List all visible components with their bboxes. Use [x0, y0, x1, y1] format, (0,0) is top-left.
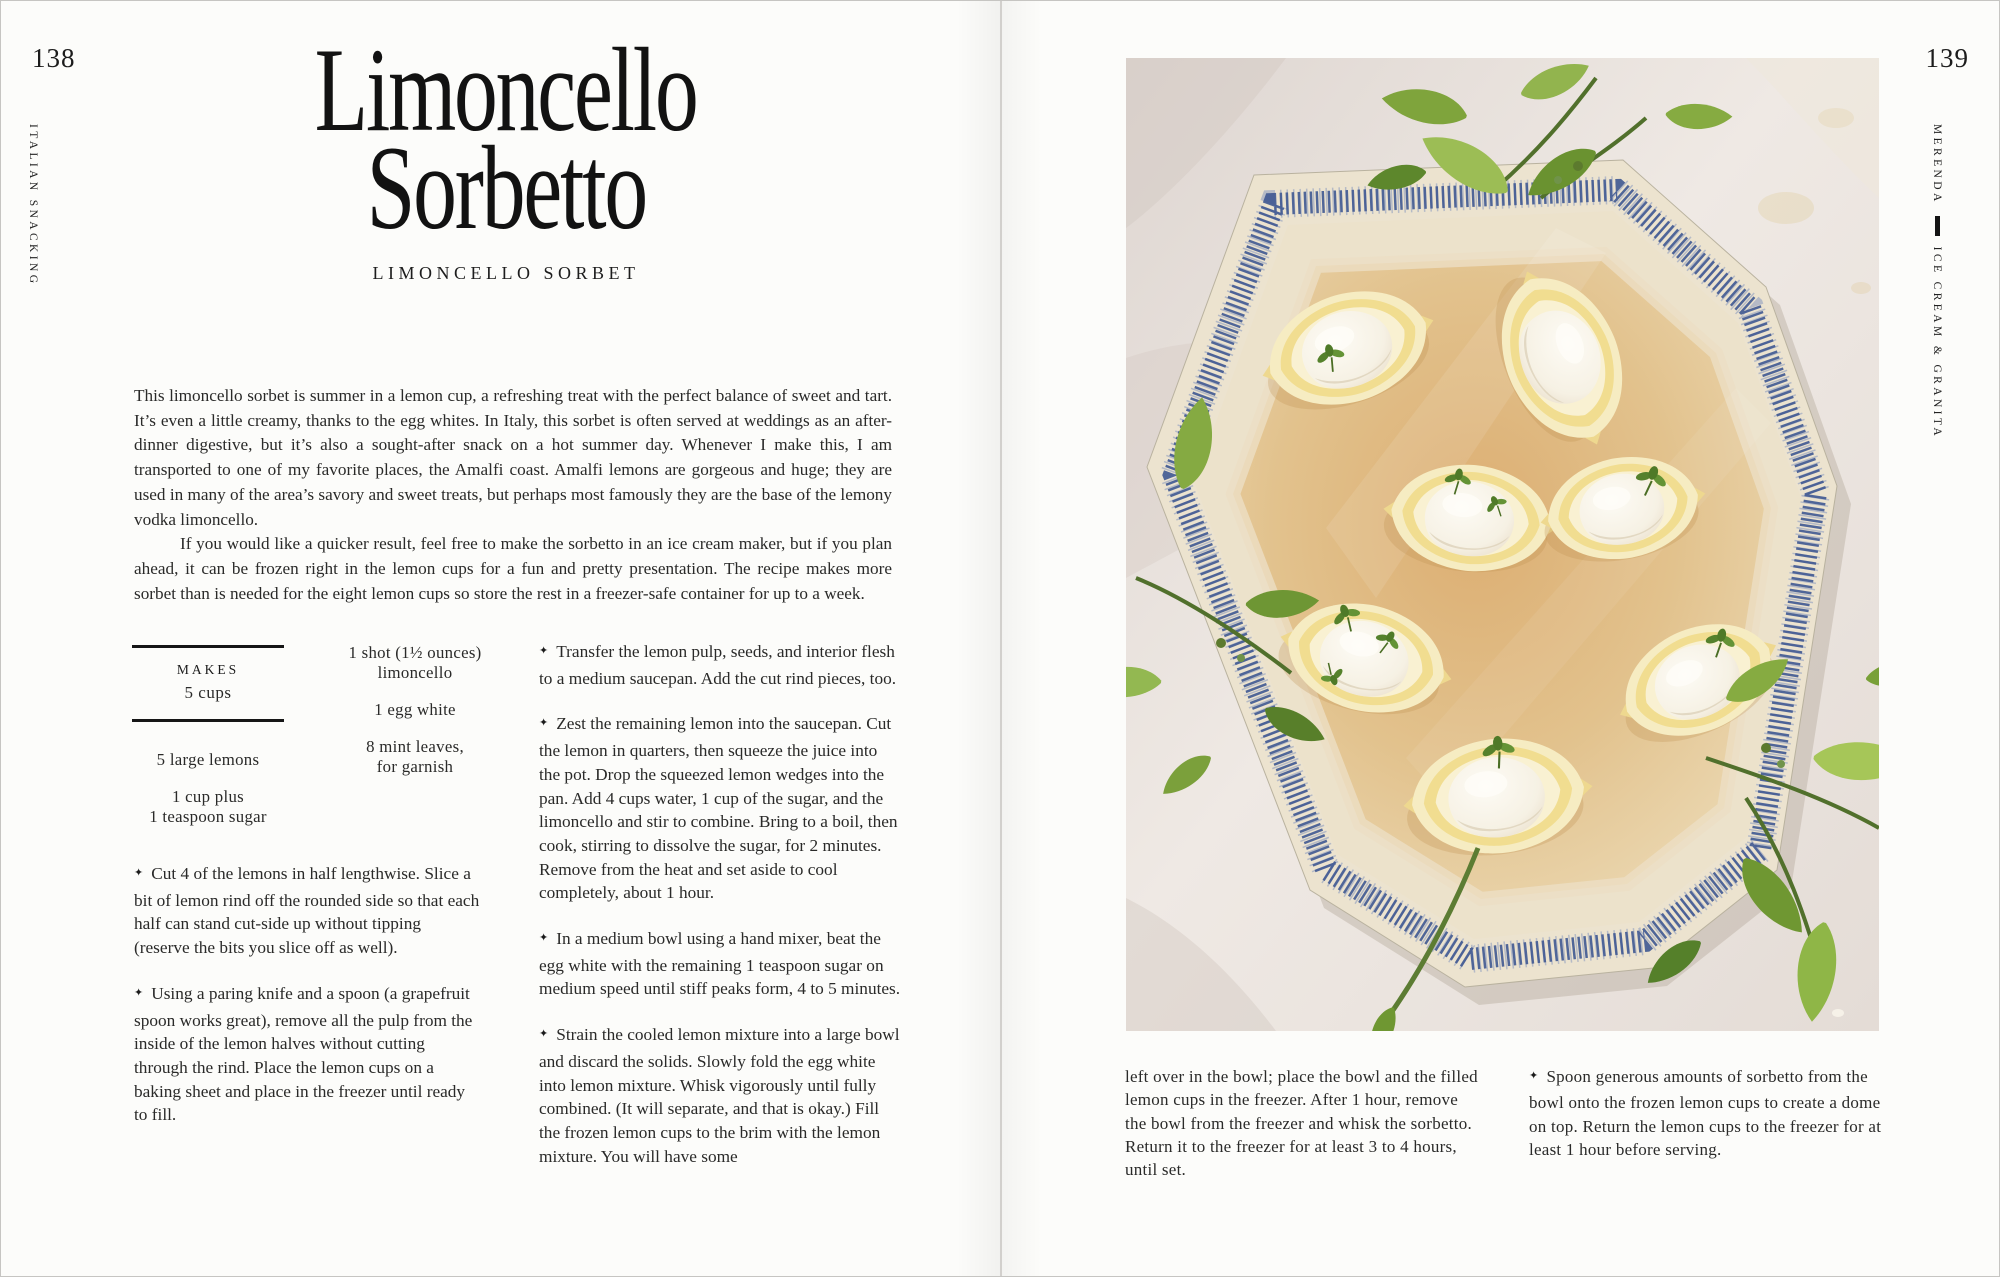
ingredient-line: 5 large lemons — [156, 750, 260, 769]
method-step — [539, 712, 901, 905]
makes-box — [132, 645, 284, 722]
makes-value: 5 cups — [184, 683, 232, 702]
step-text: Zest the remaining lemon into the saucepan. Cut the lemon in quarters, then squeeze the juice into the pot. Drop the squeezed lemon wedges into the pan. Add 4 cups water, 1 cup of the sugar, and the limoncello and stir to combine. Bring to a boil, then cook, stirring to dissolve the sugar, for 2 minutes. Remove from the heat and set aside to cool completely, about 1 hour. — [539, 714, 898, 903]
continuation-column — [1125, 1065, 1481, 1181]
recipe-title — [206, 23, 806, 254]
makes-label: MAKES — [176, 662, 240, 677]
page-number-left: 138 — [32, 43, 76, 73]
title-line-1: Limoncello — [315, 23, 697, 156]
ingredient-line: 8 mint leaves, — [366, 737, 464, 756]
gutter-shade — [1002, 1, 1042, 1276]
diamond-bullet-icon: ✦ — [539, 717, 549, 730]
final-step-column — [1529, 1065, 1887, 1161]
ingredient-line: 1 teaspoon sugar — [149, 807, 267, 826]
ingredient-line: 1 egg white — [374, 700, 456, 719]
diamond-bullet-icon: ✦ — [134, 986, 144, 999]
method-column-2 — [539, 640, 901, 1190]
ingredient-line: for garnish — [376, 757, 454, 776]
ingredient-item — [97, 787, 319, 827]
margin-caption-section: ICE CREAM & GRANITA — [1931, 246, 1943, 440]
method-step — [1529, 1065, 1887, 1161]
method-step — [134, 862, 480, 960]
step-text: Spoon generous amounts of sorbetto from the bowl onto the frozen lemon cups to create a dome on top. Return the lemon cups to the freezer for at least 1 hour before serving. — [1529, 1067, 1882, 1159]
step-text: Strain the cooled lemon mixture into a large bowl and discard the solids. Slowly fold the egg white into lemon mixture. Whisk vigorously until fully combined. (It will separate, and that is okay.) Fill the frozen lemon cups to the brim with the lemon mixture. You will have some — [539, 1025, 900, 1166]
step-text: In a medium bowl using a hand mixer, beat the egg white with the remaining 1 teaspoon sugar on medium speed until stiff peaks form, 4 to 5 minutes. — [539, 929, 901, 999]
ingredient-item — [319, 643, 511, 683]
ingredients-column-2 — [319, 643, 511, 794]
sorbetto-photo — [1126, 58, 1879, 1031]
title-line-2: Sorbetto — [366, 121, 646, 254]
intro-paragraph: This limoncello sorbet is summer in a lemon cup, a refreshing treat with the perfect balance of sweet and tart. It’s even a little creamy, thanks to the egg whites. In Italy, this sorbet is often served at weddings as an after-dinner digestive, but it’s also a sought-after snack on a hot summer day. Whenever I make this, I am transported to one of my favorite places, the Amalfi coast. Amalfi lemons are gorgeous and huge; they are used in many of the area’s savory and sweet treats, but perhaps most famously they are the base of the lemony vodka limoncello. — [134, 386, 892, 529]
margin-caption-left: ITALIAN SNACKING — [27, 124, 39, 287]
ingredients-column-1 — [97, 750, 319, 844]
caption-divider-bar — [1935, 216, 1940, 236]
intro-paragraph: If you would like a quicker result, feel free to make the sorbetto in an ice cream maker, but if you plan ahead, it can be frozen right in the lemon cups for a fun and pretty presentation. The recipe makes more sorbet than is needed for the eight lemon cups so store the rest in a freezer-safe container for up to a week. — [134, 534, 892, 603]
ingredient-item — [319, 700, 511, 720]
diamond-bullet-icon: ✦ — [539, 1028, 549, 1041]
diamond-bullet-icon: ✦ — [539, 932, 549, 945]
diamond-bullet-icon: ✦ — [134, 867, 144, 879]
recipe-intro — [134, 384, 892, 606]
ingredient-item — [97, 750, 319, 770]
diamond-bullet-icon: ✦ — [539, 645, 549, 657]
method-column-1 — [134, 862, 480, 1149]
margin-caption-right — [1931, 124, 1943, 439]
ingredient-line: limoncello — [377, 663, 453, 682]
step-text: Transfer the lemon pulp, seeds, and interior flesh to a medium saucepan. Add the cut rind pieces, too. — [539, 642, 897, 688]
ingredient-line: 1 cup plus — [172, 787, 244, 806]
gutter-shade — [956, 1, 1000, 1276]
step-text: Using a paring knife and a spoon (a grapefruit spoon works great), remove all the pulp from the inside of the lemon halves without cutting through the rind. Place the lemon cups on a baking sheet and place in the freezer until ready to fill. — [134, 983, 473, 1125]
recipe-subtitle: LIMONCELLO SORBET — [372, 263, 640, 283]
continuation-text: left over in the bowl; place the bowl and the filled lemon cups in the freezer. After 1 hour, remove the bowl from the freezer and whisk the sorbetto. Return it to the freezer for at least 3 to 4 hours, until set. — [1125, 1067, 1478, 1180]
margin-caption-chapter: MERENDA — [1931, 124, 1943, 205]
method-step — [539, 1023, 901, 1168]
page-number-right: 139 — [1925, 43, 1969, 73]
ingredient-item — [319, 737, 511, 777]
method-step — [539, 927, 901, 1001]
ingredient-line: 1 shot (1½ ounces) — [348, 643, 482, 662]
diamond-bullet-icon: ✦ — [1529, 1070, 1539, 1082]
step-text: Cut 4 of the lemons in half lengthwise. Slice a bit of lemon rind off the rounded side so that each half can stand cut-side up without tipping (reserve the bits you slice off as well). — [134, 864, 480, 958]
method-step — [539, 640, 901, 690]
method-step — [134, 982, 480, 1127]
